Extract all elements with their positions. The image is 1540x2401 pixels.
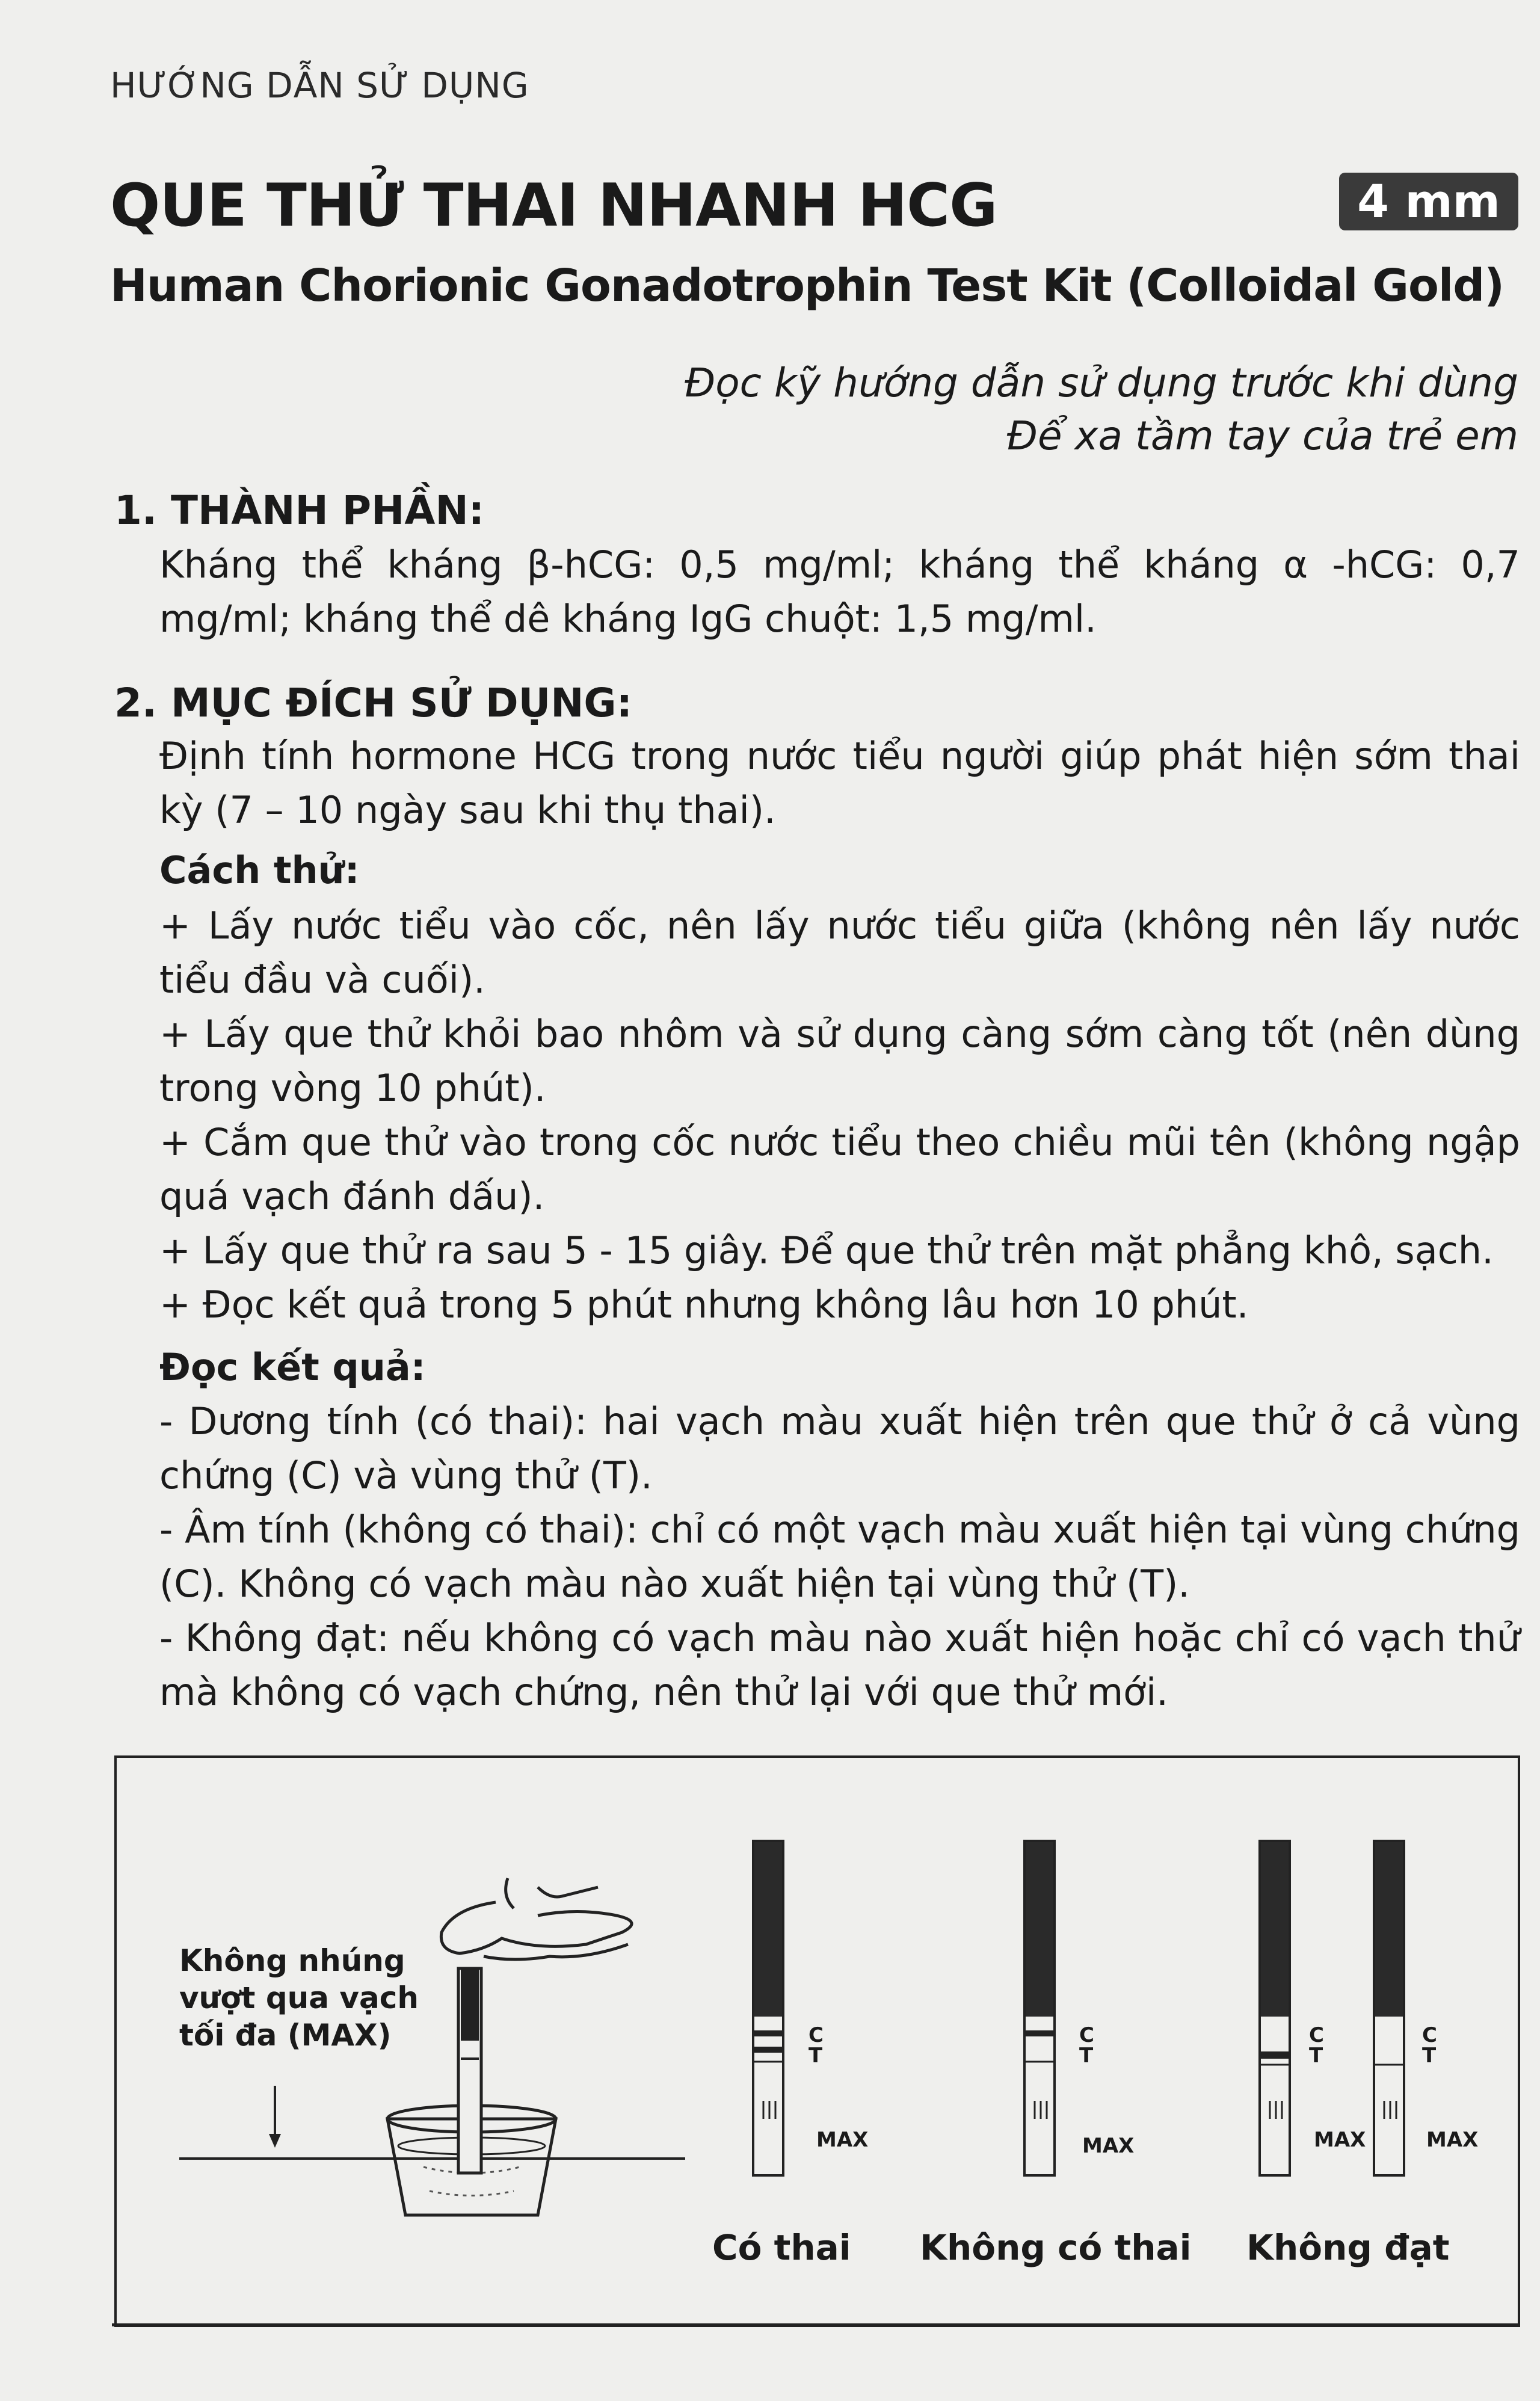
result-item: - Dương tính (có thai): hai vạch màu xuất hiện trên que thử ở cả vùng chứng (C) và vùng thử (T).	[159, 1399, 1520, 1497]
section-purpose-heading: 2. MỤC ĐÍCH SỬ DỤNG:	[114, 680, 632, 726]
t-label: T	[808, 2044, 823, 2068]
strip-negative	[1024, 1841, 1055, 2175]
max-label: MAX	[1426, 2128, 1479, 2152]
caption-invalid: Không đạt	[1246, 2227, 1450, 2268]
max-label: MAX	[816, 2128, 869, 2152]
t-label: T	[1079, 2044, 1094, 2068]
warning-line: Không nhúng	[179, 1943, 405, 1978]
max-label: MAX	[1314, 2128, 1366, 2152]
method-step: + Đọc kết quả trong 5 phút nhưng không lâu hơn 10 phút.	[159, 1283, 1249, 1327]
caption-positive: Có thai	[712, 2227, 851, 2268]
c-label: C	[1079, 2023, 1094, 2047]
c-label: C	[808, 2023, 824, 2047]
method-steps	[159, 899, 1520, 1332]
section-composition-text	[159, 538, 1520, 646]
strip-invalid-1	[1260, 1841, 1290, 2175]
composition-paragraph: Kháng thể kháng β-hCG: 0,5 mg/ml; kháng thể kháng α -hCG: 0,7 mg/ml; kháng thể dê kháng IgG chuột: 1,5 mg/ml.	[159, 543, 1520, 641]
method-step: + Lấy que thử khỏi bao nhôm và sử dụng càng sớm càng tốt (nên dùng trong vòng 10 phút).	[159, 1012, 1520, 1110]
warning-line: vượt qua vạch	[179, 1980, 419, 2015]
c-label: C	[1309, 2023, 1324, 2047]
method-heading: Cách thử:	[159, 848, 360, 892]
result-item: - Không đạt: nếu không có vạch màu nào xuất hiện hoặc chỉ có vạch thử mà không có vạch chứng, nên thử lại với que thử mới.	[159, 1616, 1520, 1714]
section-purpose-text	[159, 729, 1520, 837]
usage-figure	[114, 1755, 1520, 2327]
t-label: T	[1309, 2044, 1323, 2068]
t-label: T	[1422, 2044, 1437, 2068]
strip-invalid-2	[1374, 1841, 1404, 2175]
section-composition-heading: 1. THÀNH PHẦN:	[114, 487, 485, 534]
page-header: HƯỚNG DẪN SỬ DỤNG	[110, 65, 529, 106]
results-list	[159, 1395, 1520, 1719]
purpose-paragraph: Định tính hormone HCG trong nước tiểu người giúp phát hiện sớm thai kỳ (7 – 10 ngày sau khi thụ thai).	[159, 734, 1520, 832]
results-heading: Đọc kết quả:	[159, 1345, 426, 1389]
read-instructions-note: Đọc kỹ hướng dẫn sử dụng trước khi dùng	[685, 360, 1518, 406]
warning-line: tối đa (MAX)	[179, 2018, 392, 2053]
method-step: + Cắm que thử vào trong cốc nước tiểu theo chiều mũi tên (không ngập quá vạch đánh dấu).	[159, 1120, 1520, 1218]
method-step: + Lấy nước tiểu vào cốc, nên lấy nước tiểu giữa (không nên lấy nước tiểu đầu và cuối).	[159, 904, 1520, 1002]
keep-away-note: Để xa tầm tay của trẻ em	[1006, 413, 1518, 459]
product-subtitle: Human Chorionic Gonadotrophin Test Kit (Colloidal Gold)	[110, 260, 1505, 312]
max-label: MAX	[1082, 2134, 1135, 2158]
c-label: C	[1422, 2023, 1437, 2047]
method-step: + Lấy que thử ra sau 5 - 15 giây. Để que thử trên mặt phẳng khô, sạch.	[159, 1228, 1494, 1272]
result-item: - Âm tính (không có thai): chỉ có một vạch màu xuất hiện tại vùng chứng (C). Không có vạch màu nào xuất hiện tại vùng thử (T).	[159, 1508, 1520, 1606]
strip-positive	[753, 1841, 783, 2175]
bottom-rule	[112, 2323, 1520, 2326]
caption-negative: Không có thai	[920, 2227, 1192, 2268]
product-title: QUE THỬ THAI NHANH HCG	[110, 171, 997, 240]
size-badge: 4 mm	[1339, 173, 1518, 230]
